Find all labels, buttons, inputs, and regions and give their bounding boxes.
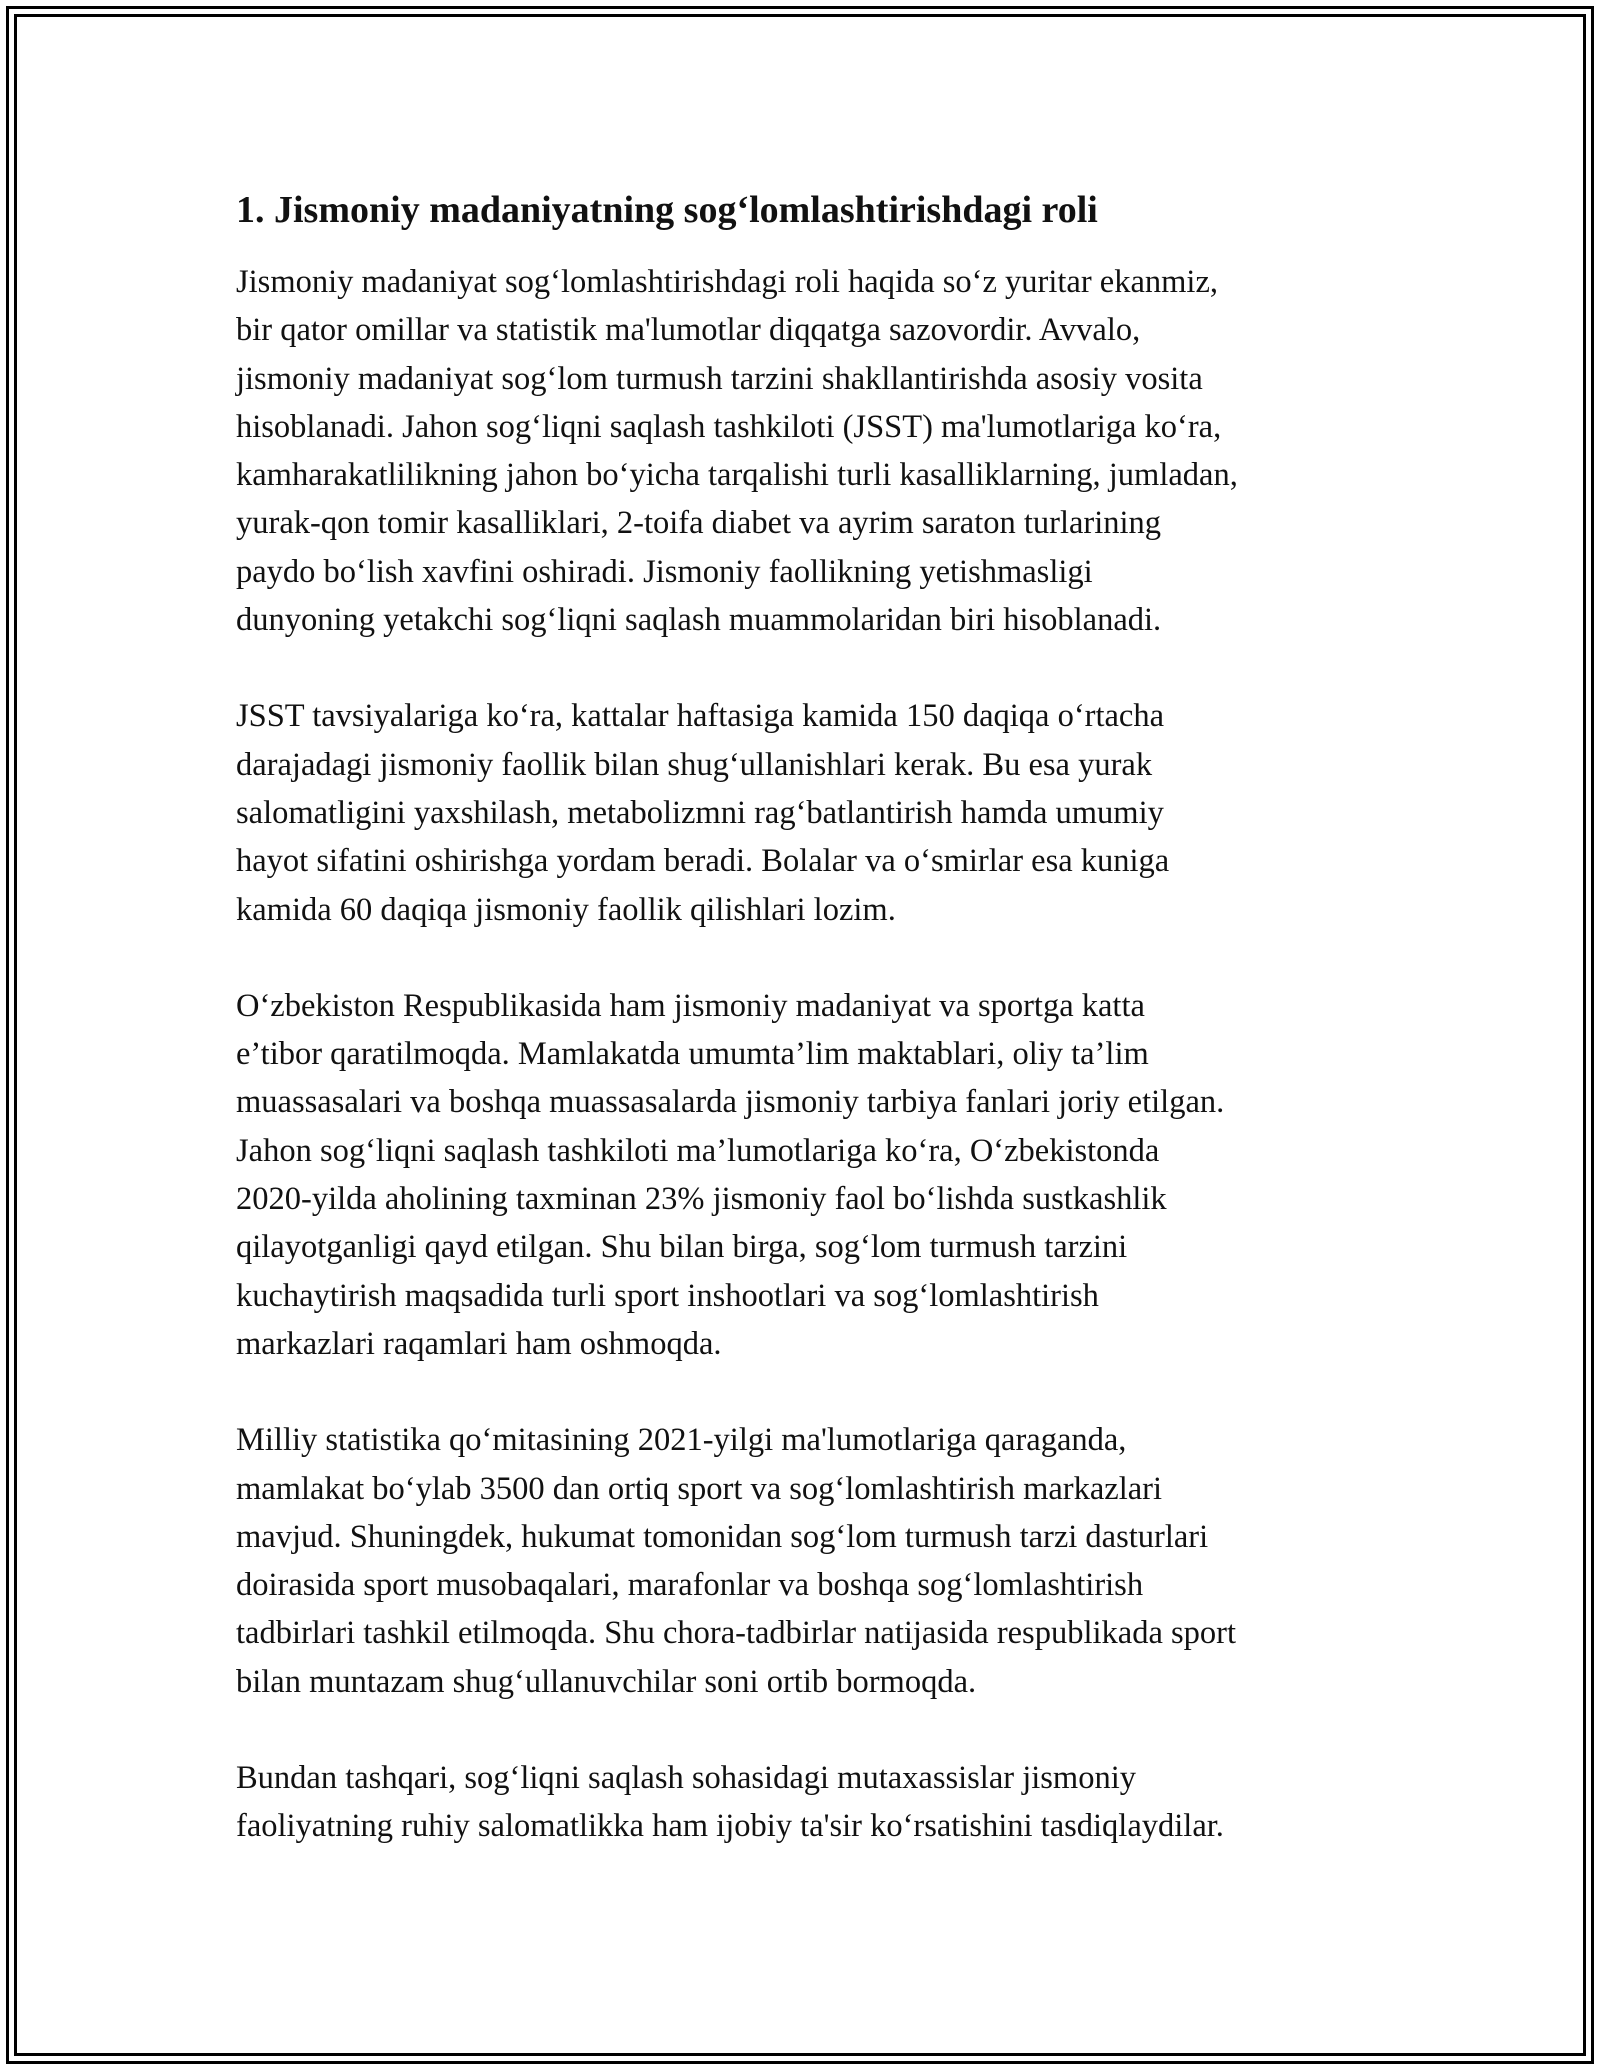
paragraph-line: bir qator omillar va statistik ma'lumotlar diqqatga sazovordir. Avvalo,	[236, 312, 1141, 349]
paragraph-line: Milliy statistika qo‘mitasining 2021-yilgi ma'lumotlariga qaraganda,	[236, 1422, 1127, 1459]
paragraph-line: JSST tavsiyalariga ko‘ra, kattalar haftasiga kamida 150 daqiqa o‘rtacha	[236, 698, 1165, 735]
paragraph-line: salomatligini yaxshilash, metabolizmni rag‘batlantirish hamda umumiy	[236, 794, 1164, 831]
paragraph-1	[236, 258, 1384, 644]
paragraph-5	[236, 1754, 1384, 1851]
paragraph-line: e’tibor qaratilmoqda. Mamlakatda umumta’lim maktablari, oliy ta’lim	[236, 1036, 1149, 1073]
paragraph-line: Bundan tashqari, sog‘liqni saqlash sohasidagi mutaxassislar jismoniy	[236, 1760, 1136, 1797]
paragraph-line: kuchaytirish maqsadida turli sport inshootlari va sog‘lomlashtirish	[236, 1277, 1099, 1314]
paragraph-line: bilan muntazam shug‘ullanuvchilar soni ortib bormoqda.	[236, 1663, 977, 1700]
paragraph-line: darajadagi jismoniy faollik bilan shug‘ullanishlari kerak. Bu esa yurak	[236, 746, 1153, 783]
paragraph-line: yurak-qon tomir kasalliklari, 2-toifa diabet va ayrim saraton turlarining	[236, 505, 1162, 542]
section-heading: 1. Jismoniy madaniyatning sog‘lomlashtirishdagi roli	[236, 189, 1098, 231]
paragraph-line: jismoniy madaniyat sog‘lom turmush tarzini shakllantirishda asosiy vosita	[236, 360, 1203, 397]
paragraph-line: qilayotganligi qayd etilgan. Shu bilan birga, sog‘lom turmush tarzini	[236, 1229, 1128, 1266]
paragraph-line: paydo bo‘lish xavfini oshiradi. Jismoniy faollikning yetishmasligi	[236, 553, 1093, 590]
paragraph-line: mavjud. Shuningdek, hukumat tomonidan sog‘lom turmush tarzi dasturlari	[236, 1518, 1209, 1555]
paragraph-line: Jismoniy madaniyat sog‘lomlashtirishdagi roli haqida so‘z yuritar ekanmiz,	[236, 264, 1219, 300]
paragraph-line: faoliyatning ruhiy salomatlikka ham ijobiy ta'sir ko‘rsatishini tasdiqlaydilar.	[236, 1808, 1224, 1845]
paragraph-line: 2020-yilda aholining taxminan 23% jismoniy faol bo‘lishda sustkashlik	[236, 1181, 1167, 1218]
paragraph-line: kamharakatlilikning jahon bo‘yicha tarqalishi turli kasalliklarning, jumladan,	[236, 457, 1238, 494]
paragraph-line: kamida 60 daqiqa jismoniy faollik qilishlari lozim.	[236, 891, 896, 928]
paragraph-line: hisoblanadi. Jahon sog‘liqni saqlash tashkiloti (JSST) ma'lumotlariga ko‘ra,	[236, 408, 1222, 445]
paragraph-line: mamlakat bo‘ylab 3500 dan ortiq sport va sog‘lomlashtirish markazlari	[236, 1470, 1163, 1507]
paragraph-3	[236, 982, 1384, 1368]
paragraph-line: hayot sifatini oshirishga yordam beradi. Bolalar va o‘smirlar esa kuniga	[236, 843, 1170, 880]
paragraph-line: Jahon sog‘liqni saqlash tashkiloti ma’lumotlariga ko‘ra, O‘zbekistonda	[236, 1132, 1160, 1169]
document-body	[236, 186, 1384, 1899]
paragraph-line: dunyoning yetakchi sog‘liqni saqlash muammolaridan biri hisoblanadi.	[236, 602, 1162, 639]
paragraph-line: tadbirlari tashkil etilmoqda. Shu chora-tadbirlar natijasida respublikada sport	[236, 1615, 1236, 1652]
paragraph-4	[236, 1416, 1384, 1706]
paragraph-line: O‘zbekiston Respublikasida ham jismoniy madaniyat va sportga katta	[236, 987, 1145, 1024]
paragraph-line: doirasida sport musobaqalari, marafonlar va boshqa sog‘lomlashtirish	[236, 1567, 1144, 1604]
paragraph-line: muassasalari va boshqa muassasalarda jismoniy tarbiya fanlari joriy etilgan.	[236, 1084, 1225, 1121]
paragraph-line: markazlari raqamlari ham oshmoqda.	[236, 1325, 722, 1362]
paragraph-2	[236, 692, 1384, 933]
